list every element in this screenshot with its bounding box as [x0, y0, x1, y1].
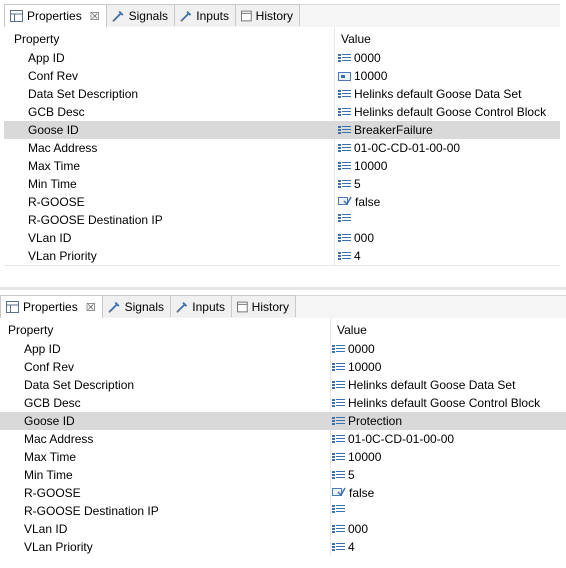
table-row[interactable]: [4, 157, 560, 175]
table-row[interactable]: [0, 484, 566, 502]
close-icon[interactable]: ☒: [85, 301, 96, 314]
property-value: 10000: [348, 360, 382, 374]
property-value-cell[interactable]: [332, 540, 355, 554]
property-value-cell[interactable]: [338, 141, 460, 155]
property-value-cell[interactable]: [338, 213, 354, 223]
list-icon: [332, 504, 345, 514]
list-icon: [338, 125, 351, 135]
inputs-icon: [176, 300, 188, 314]
tab-properties[interactable]: [4, 4, 107, 27]
list-icon: [332, 542, 345, 552]
list-icon: [338, 161, 351, 171]
property-name: R-GOOSE Destination IP: [24, 504, 159, 518]
table-row[interactable]: [4, 229, 560, 247]
list-icon: [338, 213, 351, 223]
tab-inputs[interactable]: [175, 4, 236, 26]
list-icon: [332, 416, 345, 426]
table-row[interactable]: [4, 49, 560, 67]
tab-inputs[interactable]: [171, 295, 232, 317]
property-value-cell[interactable]: [338, 87, 521, 101]
table-row[interactable]: [0, 538, 566, 556]
property-name: VLan Priority: [24, 540, 93, 554]
table-row[interactable]: [4, 211, 560, 229]
property-name: R-GOOSE: [28, 195, 85, 209]
list-icon: [338, 89, 351, 99]
table-row[interactable]: [0, 412, 566, 430]
table-header: [4, 27, 560, 49]
list-icon: [332, 434, 345, 444]
list-icon: [332, 362, 345, 372]
property-value-cell[interactable]: [332, 504, 348, 514]
property-value-cell[interactable]: [332, 432, 454, 446]
table-row[interactable]: [4, 193, 560, 211]
property-value: 10000: [348, 450, 382, 464]
property-name: Mac Address: [28, 141, 98, 155]
property-value-cell[interactable]: [338, 195, 380, 209]
property-value-cell[interactable]: [338, 177, 361, 191]
table-row[interactable]: [4, 247, 560, 265]
column-header-value[interactable]: Value: [341, 32, 371, 46]
property-name: App ID: [24, 342, 61, 356]
property-value: false: [355, 195, 381, 209]
property-value-cell[interactable]: [338, 159, 387, 173]
property-name: Conf Rev: [28, 69, 79, 83]
tab-label: Properties: [23, 300, 78, 314]
list-icon: [332, 470, 345, 480]
history-icon: [237, 301, 248, 313]
property-value-cell[interactable]: [332, 486, 374, 500]
tab-label: Inputs: [196, 8, 229, 23]
property-name: Min Time: [24, 468, 73, 482]
list-icon: [332, 344, 345, 354]
property-value: 000: [354, 231, 375, 245]
property-value: 5: [348, 468, 355, 482]
table-row[interactable]: [0, 340, 566, 358]
property-name: Max Time: [24, 450, 77, 464]
tab-label: Inputs: [192, 299, 225, 314]
property-name: GCB Desc: [28, 105, 85, 119]
property-value-cell[interactable]: [332, 414, 402, 428]
history-icon: [241, 10, 252, 22]
tab-history[interactable]: [232, 295, 296, 317]
tab-properties[interactable]: [0, 295, 103, 318]
signals-icon: [108, 300, 121, 314]
property-value-cell[interactable]: [332, 450, 381, 464]
property-value: 01-0C-CD-01-00-00: [354, 141, 461, 155]
table-row[interactable]: [0, 430, 566, 448]
property-value: Helinks default Goose Data Set: [354, 87, 522, 101]
tab-history[interactable]: [236, 4, 300, 26]
property-value: 10000: [354, 159, 388, 173]
property-value: false: [349, 486, 375, 500]
table-row[interactable]: [0, 394, 566, 412]
property-value: 01-0C-CD-01-00-00: [348, 432, 455, 446]
table-row[interactable]: [4, 121, 560, 139]
tab-label: History: [251, 299, 289, 314]
properties-table: [4, 27, 560, 266]
column-header-value[interactable]: Value: [337, 323, 367, 337]
table-row[interactable]: [4, 139, 560, 157]
tab-signals[interactable]: [107, 4, 175, 26]
property-value: Helinks default Goose Data Set: [348, 378, 516, 392]
property-value-cell[interactable]: [332, 396, 540, 410]
property-value-cell[interactable]: [338, 123, 433, 137]
property-value: 4: [354, 249, 361, 263]
list-icon: [338, 107, 351, 117]
property-value: BreakerFailure: [354, 123, 433, 137]
property-name: Goose ID: [28, 123, 79, 137]
property-name: VLan ID: [28, 231, 72, 245]
view-tab-bar: [4, 4, 560, 27]
property-value-cell[interactable]: [332, 360, 381, 374]
tab-label: Signals: [128, 8, 168, 23]
table-row[interactable]: [0, 358, 566, 376]
property-value-cell[interactable]: [338, 69, 387, 83]
column-header-property[interactable]: Property: [8, 323, 54, 337]
property-value-cell[interactable]: [338, 231, 374, 245]
property-name: Data Set Description: [24, 378, 135, 392]
inputs-icon: [180, 9, 192, 23]
property-name: Conf Rev: [24, 360, 75, 374]
property-value-cell[interactable]: [332, 522, 368, 536]
property-name: Min Time: [28, 177, 77, 191]
property-value: Protection: [348, 414, 403, 428]
table-row[interactable]: [4, 103, 560, 121]
property-value-cell[interactable]: [332, 342, 375, 356]
property-value: 0000: [354, 51, 381, 65]
properties-icon: [10, 10, 23, 22]
property-value: Helinks default Goose Control Block: [348, 396, 541, 410]
list-icon: [338, 143, 351, 153]
tab-label: History: [255, 8, 293, 23]
list-icon: [338, 251, 351, 261]
property-value: 4: [348, 540, 355, 554]
tab-label: Properties: [27, 9, 82, 23]
boolean-icon: [338, 196, 352, 209]
property-value-cell[interactable]: [338, 105, 546, 119]
number-icon: [338, 72, 351, 81]
table-row[interactable]: [4, 175, 560, 193]
column-header-property[interactable]: Property: [14, 32, 60, 46]
property-value: 000: [348, 522, 369, 536]
close-icon[interactable]: ☒: [89, 10, 100, 23]
tab-signals[interactable]: [103, 295, 171, 317]
tab-label: Signals: [124, 299, 164, 314]
list-icon: [332, 380, 345, 390]
list-icon: [332, 524, 345, 534]
property-value: 10000: [354, 69, 388, 83]
view-tab-bar: [0, 295, 566, 318]
property-value: 0000: [348, 342, 375, 356]
table-row[interactable]: [4, 67, 560, 85]
table-header: [0, 318, 566, 340]
list-icon: [338, 233, 351, 243]
panel-divider: [0, 287, 566, 290]
property-name: Max Time: [28, 159, 81, 173]
table-row[interactable]: [0, 448, 566, 466]
property-value-cell[interactable]: [332, 468, 355, 482]
property-value-cell[interactable]: [338, 249, 361, 263]
property-value-cell[interactable]: [332, 378, 515, 392]
properties-view-bottom: [0, 295, 566, 568]
table-row[interactable]: [0, 520, 566, 538]
property-name: Mac Address: [24, 432, 94, 446]
property-name: R-GOOSE: [24, 486, 81, 500]
property-name: Goose ID: [24, 414, 75, 428]
list-icon: [338, 53, 351, 63]
property-value-cell[interactable]: [338, 51, 381, 65]
properties-table: [0, 318, 566, 556]
property-name: VLan ID: [24, 522, 68, 536]
table-row[interactable]: [4, 85, 560, 103]
property-name: R-GOOSE Destination IP: [28, 213, 163, 227]
property-value: 5: [354, 177, 361, 191]
property-name: Data Set Description: [28, 87, 139, 101]
properties-view-top: [4, 4, 560, 272]
table-row[interactable]: [0, 376, 566, 394]
property-name: GCB Desc: [24, 396, 81, 410]
list-icon: [338, 179, 351, 189]
property-name: VLan Priority: [28, 249, 97, 263]
properties-icon: [6, 301, 19, 313]
list-icon: [332, 398, 345, 408]
list-icon: [332, 452, 345, 462]
signals-icon: [112, 9, 125, 23]
boolean-icon: [332, 487, 346, 500]
property-value: Helinks default Goose Control Block: [354, 105, 547, 119]
table-row[interactable]: [0, 502, 566, 520]
table-row[interactable]: [0, 466, 566, 484]
property-name: App ID: [28, 51, 65, 65]
